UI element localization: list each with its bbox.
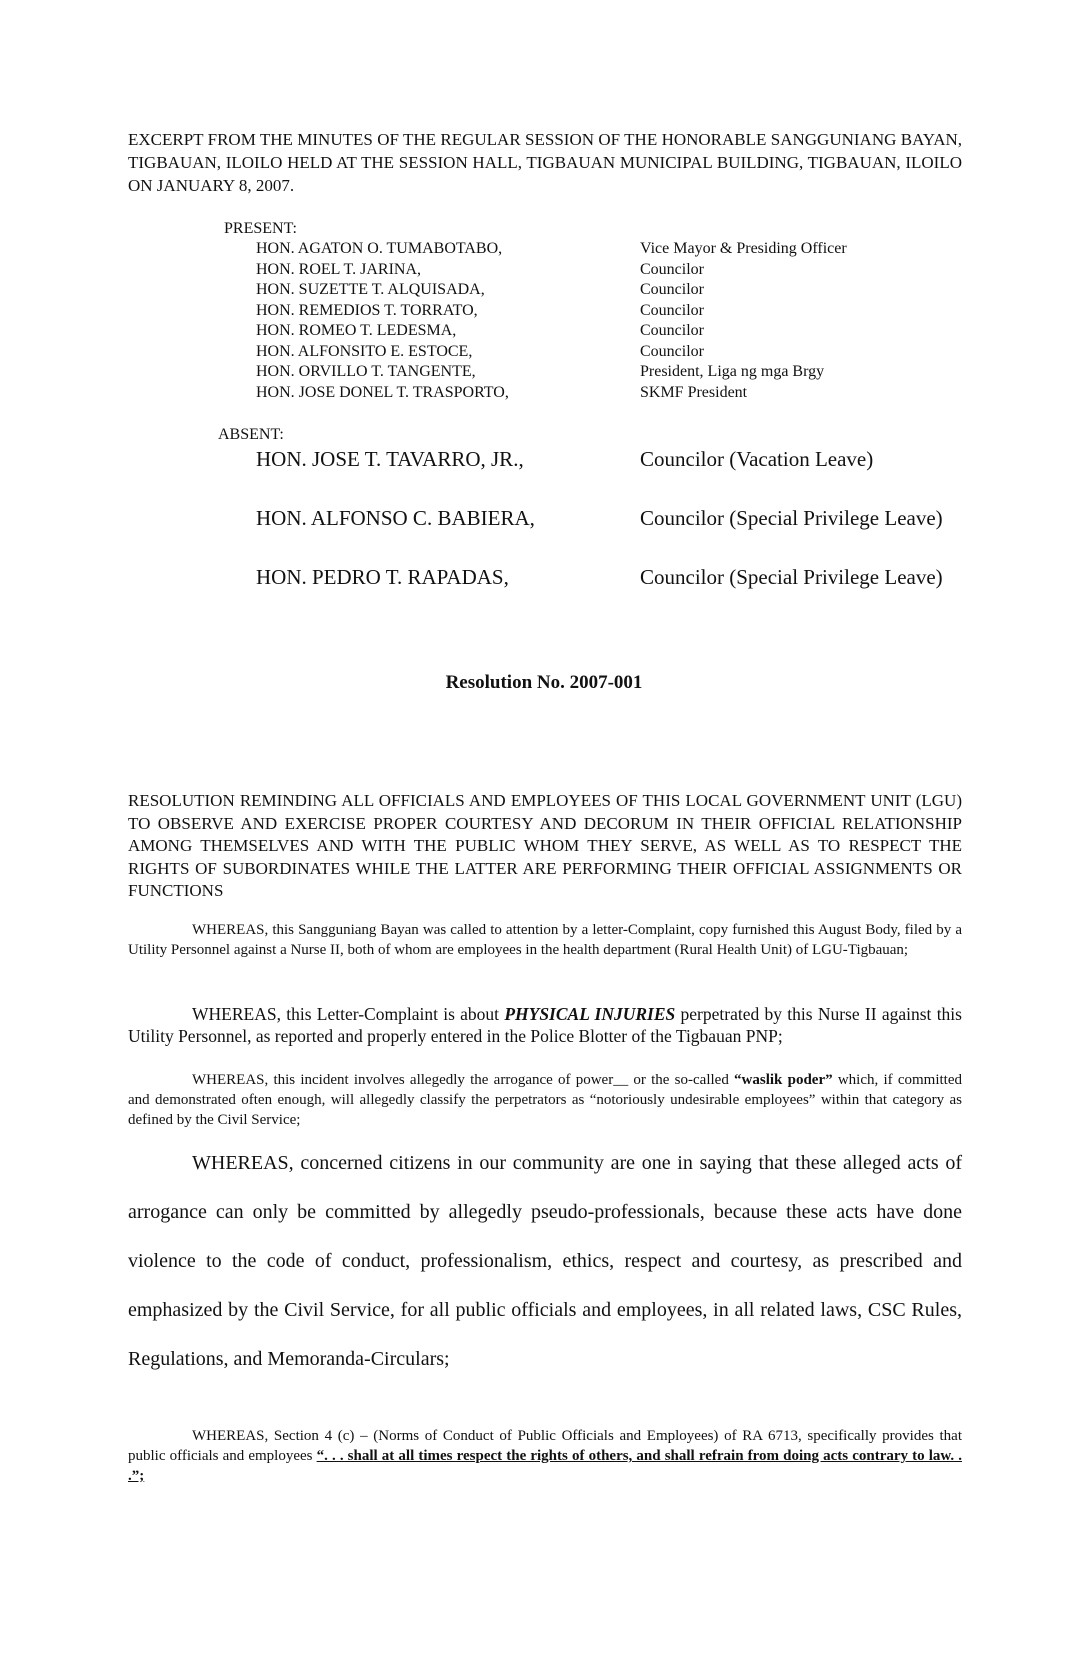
whereas-text: which, if committed and demonstrated often enough, will allegedly classify the perpetrators as “notoriously undesirable employees” within that category as defined by the Civil Service;: [128, 1072, 962, 1128]
whereas-paragraph-3: [128, 1070, 962, 1130]
member-name: HON. ROMEO T. LEDESMA,: [256, 322, 457, 339]
member-name: HON. ORVILLO T. TANGENTE,: [256, 363, 476, 380]
member-name: HON. REMEDIOS T. TORRATO,: [256, 301, 478, 319]
member-position: Councilor: [640, 322, 704, 339]
absent-label: ABSENT:: [218, 426, 284, 443]
present-label: PRESENT:: [224, 220, 297, 237]
member-name: HON. AGATON O. TUMABOTABO,: [256, 240, 503, 257]
whereas-paragraph-1: WHEREAS, this Sangguniang Bayan was called to attention by a letter-Complaint, copy furnished this August Body, filed by a Utility Personnel against a Nurse II, both of whom are employees in the health department (Rural Health Unit) of LGU-Tigbauan;: [128, 922, 962, 958]
member-position: Councilor: [640, 260, 704, 278]
member-name: HON. ALFONSO C. BABIERA,: [256, 506, 535, 530]
whereas-emphasis: “waslik poder”: [734, 1072, 833, 1088]
member-name: HON. ALFONSITO E. ESTOCE,: [256, 342, 473, 360]
resolution-number: Resolution No. 2007-001: [445, 672, 643, 693]
member-name: HON. JOSE DONEL T. TRASPORTO,: [256, 383, 509, 401]
member-position: Councilor (Special Privilege Leave): [640, 565, 943, 589]
whereas-paragraph-5: [128, 1426, 962, 1486]
member-position: SKMF President: [640, 383, 748, 401]
whereas-paragraph-4: WHEREAS, concerned citizens in our community are one in saying that these alleged acts of arrogance can only be committed by allegedly pseudo-professionals, because these acts have done violence to the code of conduct, professionalism, ethics, respect and courtesy, as prescribed and emphasized by the Civil Service, for all public officials and employees, in all related laws, CSC Rules, Regulations, and Memoranda-Circulars;: [128, 1152, 962, 1370]
whereas-emphasis: PHYSICAL INJURIES: [504, 1004, 676, 1024]
member-position: Councilor: [640, 281, 704, 298]
resolution-title: RESOLUTION REMINDING ALL OFFICIALS AND EMPLOYEES OF THIS LOCAL GOVERNMENT UNIT (LGU) TO OBSERVE AND EXERCISE PROPER COURTESY AND DECORUM IN THEIR OFFICIAL RELATIONSHIP AMONG THEMSELVES AND WITH THE PUBLIC WHOM THEY SERVE, AS WELL AS TO RESPECT THE RIGHTS OF SUBORDINATES WHILE THE LATTER ARE PERFORMING THEIR OFFICIAL ASSIGNMENTS OR FUNCTIONS: [128, 791, 962, 900]
whereas-text: WHEREAS, Section 4 (c) – (Norms of Conduct of Public Officials and Employees) of RA 6713, specifically provides that public officials and employees: [128, 1428, 962, 1464]
member-name: HON. JOSE T. TAVARRO, JR.,: [256, 447, 524, 471]
whereas-text: WHEREAS, this incident involves allegedly the arrogance of power__ or the so-called: [192, 1072, 735, 1088]
member-position: Councilor: [640, 301, 704, 319]
whereas-paragraph-2: [128, 1003, 962, 1047]
whereas-quote: “. . . shall at all times respect the rights of others, and shall refrain from doing acts contrary to law. . .”;: [128, 1448, 962, 1484]
member-position: Vice Mayor & Presiding Officer: [640, 240, 847, 257]
member-name: HON. ROEL T. JARINA,: [256, 260, 422, 278]
member-name: HON. SUZETTE T. ALQUISADA,: [256, 281, 485, 298]
member-name: HON. PEDRO T. RAPADAS,: [256, 565, 509, 589]
member-position: Councilor (Vacation Leave): [640, 447, 874, 471]
member-position: Councilor: [640, 342, 704, 360]
whereas-text: perpetrated by this Nurse II against this Utility Personnel, as reported and properly entered in the Police Blotter of the Tigbauan PNP;: [128, 1004, 962, 1046]
member-position: Councilor (Special Privilege Leave): [640, 506, 943, 530]
whereas-text: WHEREAS, this Letter-Complaint is about: [192, 1004, 505, 1024]
minutes-heading: EXCERPT FROM THE MINUTES OF THE REGULAR SESSION OF THE HONORABLE SANGGUNIANG BAYAN, TIGBAUAN, ILOILO HELD AT THE SESSION HALL, TIGBAUAN MUNICIPAL BUILDING, TIGBAUAN, ILOILO ON JANUARY 8, 2007.: [128, 130, 962, 195]
member-position: President, Liga ng mga Brgy: [640, 363, 825, 380]
